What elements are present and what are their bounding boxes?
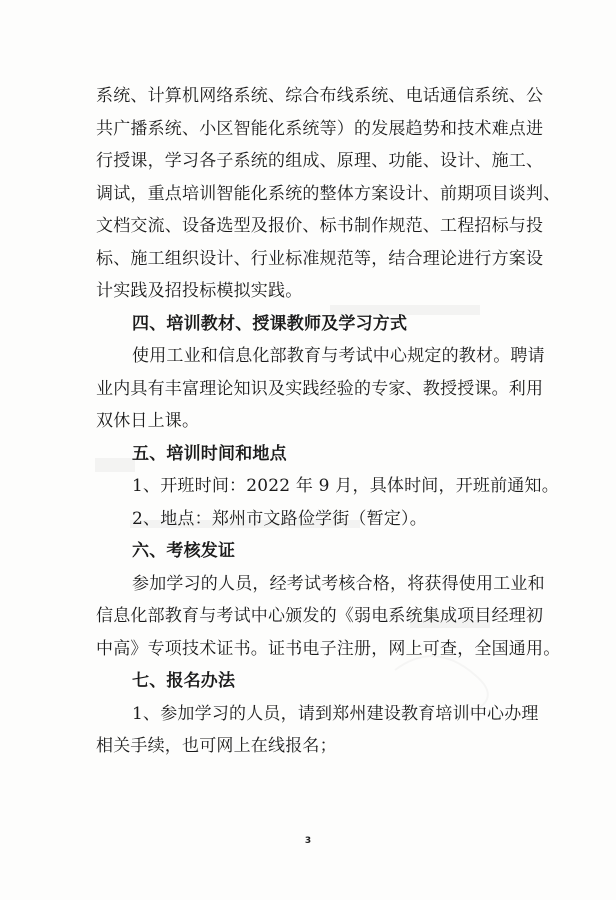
body-line: 参加学习的人员，经考试考核合格，将获得使用工业和 [132, 573, 545, 594]
body-line: 1、参加学习的人员，请到郑州建设教育培训中心办理 [132, 703, 539, 724]
body-line: 1、开班时间：2022 年 9 月，具体时间，开班前通知。 [132, 476, 559, 496]
document-body [96, 80, 561, 763]
body-line: 相关手续，也可网上在线报名； [96, 736, 337, 756]
section-heading-7: 七、报名办法 [132, 671, 236, 691]
section-heading-4: 四、培训教材、授课教师及学习方式 [132, 313, 408, 334]
body-line: 双休日上课。 [96, 411, 200, 431]
section-heading-5: 五、培训时间和地点 [132, 443, 287, 464]
body-line: 共广播系统、小区智能化系统等）的发展趋势和技术难点进 [96, 118, 544, 139]
body-line: 计实践及招投标模拟实践。 [96, 281, 303, 301]
body-line: 中高》专项技术证书。证书电子注册，网上可查，全国通用。 [96, 638, 561, 659]
body-line: 调试，重点培训智能化系统的整体方案设计、前期项目谈判、 [96, 183, 561, 204]
body-line: 2、地点：郑州市文路俭学街（暂定）。 [132, 508, 427, 529]
body-line: 信息化部教育与考试中心颁发的《弱电系统集成项目经理初 [96, 606, 544, 626]
body-line: 行授课，学习各子系统的组成、原理、功能、设计、施工、 [96, 151, 544, 171]
body-line: 文档交流、设备选型及报价、标书制作规范、工程招标与投 [96, 216, 544, 236]
section-heading-6: 六、考核发证 [132, 541, 236, 561]
body-line: 使用工业和信息化部教育与考试中心规定的教材。聘请 [132, 346, 545, 366]
body-line: 系统、计算机网络系统、综合布线系统、电话通信系统、公 [96, 86, 544, 106]
body-line: 业内具有丰富理论知识及实践经验的专家、教授授课。利用 [96, 378, 544, 399]
page-number: 3 [304, 836, 312, 846]
body-line: 标、施工组织设计、行业标准规范等，结合理论进行方案设 [96, 248, 544, 269]
